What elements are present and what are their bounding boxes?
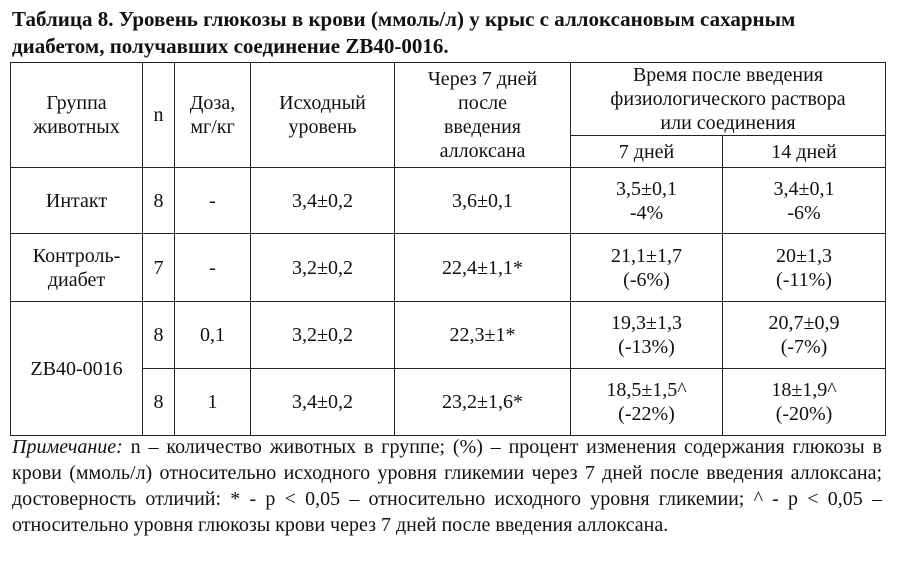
cell-day7: 18,5±1,5^ (-22%) [571,369,723,436]
table-row [11,302,886,369]
cell-day14: 18±1,9^ (-20%) [723,369,886,436]
table-row [11,234,886,302]
table-row [11,168,886,234]
glucose-table [10,62,886,436]
cell-dose: - [175,234,251,302]
cell-day14: 20±1,3 (-11%) [723,234,886,302]
cell-group: ZB40-0016 [11,302,143,436]
cell-day7: 19,3±1,3 (-13%) [571,302,723,369]
header-after-alloxan: Через 7 дней после введения аллоксана [395,63,571,168]
header-day14: 14 дней [723,136,886,168]
cell-day14: 20,7±0,9 (-7%) [723,302,886,369]
cell-baseline: 3,2±0,2 [251,234,395,302]
cell-after-alloxan: 23,2±1,6* [395,369,571,436]
header-day7: 7 дней [571,136,723,168]
cell-after-alloxan: 22,4±1,1* [395,234,571,302]
header-group: Группа животных [11,63,143,168]
cell-dose: 1 [175,369,251,436]
cell-n: 8 [143,302,175,369]
table-note [12,434,882,538]
cell-after-alloxan: 3,6±0,1 [395,168,571,234]
cell-day7: 21,1±1,7 (-6%) [571,234,723,302]
cell-dose: - [175,168,251,234]
header-n: n [143,63,175,168]
cell-dose: 0,1 [175,302,251,369]
cell-n: 7 [143,234,175,302]
cell-day14: 3,4±0,1 -6% [723,168,886,234]
header-baseline: Исходный уровень [251,63,395,168]
note-text: n – количество животных в группе; (%) – процент изменения содержания глюкозы в крови (ммоль/л) относительно исходного уровня гликемии через 7 дней после введения аллоксана; достоверность отличий: * - p < 0,05 – относительно исходного уровня гликемии; ^ - p < 0,05 – относительно уровня глюкозы крови через 7 дней после введения аллоксана. [12,436,882,536]
cell-group: Контроль- диабет [11,234,143,302]
table-row [11,369,886,436]
cell-baseline: 3,4±0,2 [251,168,395,234]
table-title: Таблица 8. Уровень глюкозы в крови (ммоль/л) у крыс с аллоксановым сахарным диабетом, получавших соединение ZB40-0016. [12,7,796,58]
header-dose: Доза, мг/кг [175,63,251,168]
note-lead: Примечание: [12,436,123,458]
cell-n: 8 [143,168,175,234]
cell-n: 8 [143,369,175,436]
cell-after-alloxan: 22,3±1* [395,302,571,369]
header-row-1 [11,63,886,136]
header-time-after-injection: Время после введения физиологического раствора или соединения [571,63,886,136]
cell-day7: 3,5±0,1 -4% [571,168,723,234]
cell-baseline: 3,4±0,2 [251,369,395,436]
cell-baseline: 3,2±0,2 [251,302,395,369]
cell-group: Интакт [11,168,143,234]
